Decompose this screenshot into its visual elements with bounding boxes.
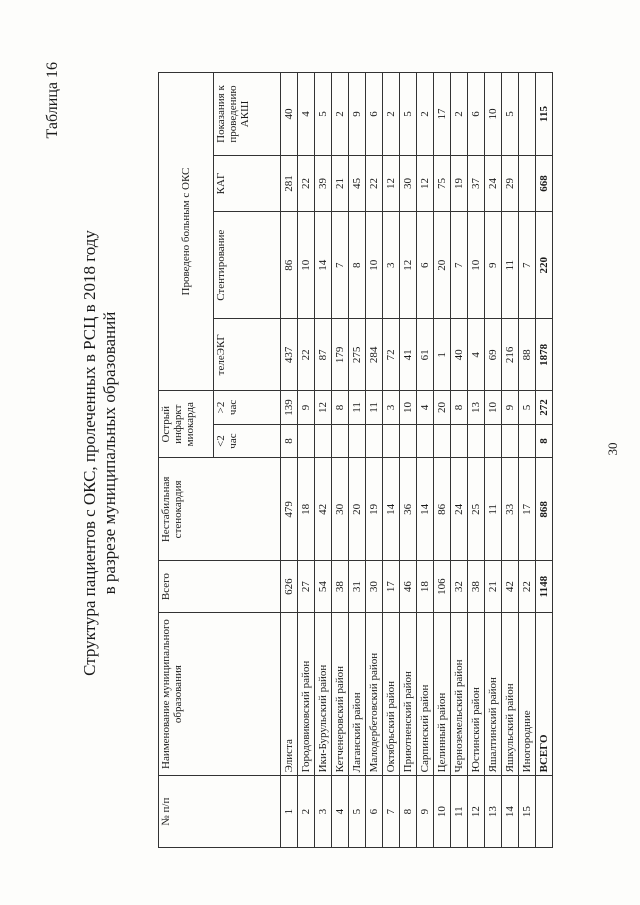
row-stenting: 14 [315, 211, 332, 319]
row-ami-gt2: 11 [366, 391, 383, 425]
row-unstable: 17 [519, 458, 536, 561]
table-row [468, 73, 485, 848]
row-aksh: 17 [434, 73, 451, 156]
row-number: 3 [315, 776, 332, 848]
row-total: 38 [468, 561, 485, 613]
row-total: 32 [451, 561, 468, 613]
row-number: 6 [366, 776, 383, 848]
row-kag: 668 [536, 156, 553, 212]
row-total: 30 [366, 561, 383, 613]
row-kag: 21 [332, 156, 349, 212]
row-ami-gt2: 11 [349, 391, 366, 425]
row-tele-ecg: 275 [349, 319, 366, 391]
row-total: 17 [383, 561, 400, 613]
row-unstable: 868 [536, 458, 553, 561]
row-tele-ecg: 87 [315, 319, 332, 391]
row-name: Лаганский район [349, 612, 366, 775]
row-aksh: 2 [332, 73, 349, 156]
row-total: 46 [400, 561, 417, 613]
row-number: 9 [417, 776, 434, 848]
row-ami-lt2 [502, 424, 519, 458]
row-stenting: 10 [468, 211, 485, 319]
header-ami-gt2: >2 час [214, 391, 281, 425]
header-stenting: Стентирование [214, 211, 281, 319]
row-kag [519, 156, 536, 212]
row-ami-lt2 [434, 424, 451, 458]
row-ami-gt2: 139 [281, 391, 298, 425]
row-kag: 37 [468, 156, 485, 212]
row-number: 12 [468, 776, 485, 848]
row-name: Приютненский район [400, 612, 417, 775]
row-ami-gt2: 8 [332, 391, 349, 425]
row-stenting: 7 [451, 211, 468, 319]
row-unstable: 14 [417, 458, 434, 561]
row-tele-ecg: 41 [400, 319, 417, 391]
row-number: 14 [502, 776, 519, 848]
row-ami-gt2: 5 [519, 391, 536, 425]
row-ami-lt2 [485, 424, 502, 458]
row-name: Октябрьский район [383, 612, 400, 775]
row-name: Целинный район [434, 612, 451, 775]
row-kag: 29 [502, 156, 519, 212]
row-ami-gt2: 272 [536, 391, 553, 425]
row-aksh: 2 [451, 73, 468, 156]
row-ami-gt2: 8 [451, 391, 468, 425]
row-total: 31 [349, 561, 366, 613]
oks-table [158, 72, 553, 848]
row-ami-lt2: 8 [281, 424, 298, 458]
row-tele-ecg: 69 [485, 319, 502, 391]
header-kag: КАГ [214, 156, 281, 212]
table-row [536, 73, 553, 848]
row-number: 1 [281, 776, 298, 848]
rotated-content [38, 58, 598, 848]
row-kag: 30 [400, 156, 417, 212]
row-kag: 39 [315, 156, 332, 212]
row-aksh: 6 [468, 73, 485, 156]
row-ami-gt2: 9 [298, 391, 315, 425]
row-kag: 45 [349, 156, 366, 212]
header-num: № п/п [159, 776, 281, 848]
row-unstable: 33 [502, 458, 519, 561]
table-row [451, 73, 468, 848]
row-name: Иногородние [519, 612, 536, 775]
row-unstable: 11 [485, 458, 502, 561]
header-ami-lt2: <2 час [214, 424, 281, 458]
row-kag: 19 [451, 156, 468, 212]
row-stenting: 11 [502, 211, 519, 319]
row-kag: 22 [366, 156, 383, 212]
table-row [519, 73, 536, 848]
row-name: Кетченеровский район [332, 612, 349, 775]
row-kag: 281 [281, 156, 298, 212]
row-aksh: 10 [485, 73, 502, 156]
row-aksh: 4 [298, 73, 315, 156]
row-name: Яшалтинский район [485, 612, 502, 775]
table-row [502, 73, 519, 848]
row-total: 1148 [536, 561, 553, 613]
title-line-2: в разрезе муниципальных образований [100, 311, 119, 595]
row-number: 7 [383, 776, 400, 848]
row-tele-ecg: 72 [383, 319, 400, 391]
row-unstable: 20 [349, 458, 366, 561]
row-number: 5 [349, 776, 366, 848]
row-kag: 24 [485, 156, 502, 212]
row-ami-lt2 [315, 424, 332, 458]
row-total: 18 [417, 561, 434, 613]
row-ami-lt2 [366, 424, 383, 458]
table-row [434, 73, 451, 848]
row-name: Малодербетовский район [366, 612, 383, 775]
row-name: Сарпинский район [417, 612, 434, 775]
row-stenting: 9 [485, 211, 502, 319]
row-number: 10 [434, 776, 451, 848]
row-kag: 12 [417, 156, 434, 212]
row-tele-ecg: 284 [366, 319, 383, 391]
row-aksh: 9 [349, 73, 366, 156]
row-ami-lt2: 8 [536, 424, 553, 458]
row-tele-ecg: 22 [298, 319, 315, 391]
row-unstable: 24 [451, 458, 468, 561]
row-unstable: 42 [315, 458, 332, 561]
row-number: 2 [298, 776, 315, 848]
row-stenting: 220 [536, 211, 553, 319]
table-row [383, 73, 400, 848]
row-tele-ecg: 61 [417, 319, 434, 391]
row-tele-ecg: 437 [281, 319, 298, 391]
row-ami-lt2 [298, 424, 315, 458]
row-stenting: 86 [281, 211, 298, 319]
header-aksh: Показания к проведению АКШ [214, 73, 281, 156]
table-row [485, 73, 502, 848]
row-stenting: 3 [383, 211, 400, 319]
row-name: Юстинский район [468, 612, 485, 775]
row-aksh: 5 [400, 73, 417, 156]
row-tele-ecg: 88 [519, 319, 536, 391]
row-stenting: 12 [400, 211, 417, 319]
table-row [332, 73, 349, 848]
row-total: 21 [485, 561, 502, 613]
row-total: 42 [502, 561, 519, 613]
table-row [366, 73, 383, 848]
row-ami-lt2 [400, 424, 417, 458]
table-row [281, 73, 298, 848]
row-stenting: 7 [332, 211, 349, 319]
row-name: Элиста [281, 612, 298, 775]
row-unstable: 19 [366, 458, 383, 561]
row-unstable: 25 [468, 458, 485, 561]
row-name: ВСЕГО [536, 612, 553, 775]
table-body [281, 73, 553, 848]
row-ami-lt2 [417, 424, 434, 458]
row-aksh: 2 [383, 73, 400, 156]
row-name: Ики-Бурульский район [315, 612, 332, 775]
row-stenting: 8 [349, 211, 366, 319]
page-number: 30 [605, 442, 620, 456]
title-line-1: Структура пациентов с ОКС, пролеченных в РСЦ в 2018 году [80, 230, 99, 676]
row-aksh: 40 [281, 73, 298, 156]
table-row [417, 73, 434, 848]
row-number: 11 [451, 776, 468, 848]
row-number [536, 776, 553, 848]
row-ami-lt2 [451, 424, 468, 458]
row-total: 54 [315, 561, 332, 613]
row-tele-ecg: 216 [502, 319, 519, 391]
table-title [80, 58, 120, 848]
row-tele-ecg: 179 [332, 319, 349, 391]
row-ami-gt2: 3 [383, 391, 400, 425]
row-tele-ecg: 1 [434, 319, 451, 391]
row-total: 626 [281, 561, 298, 613]
table-row [298, 73, 315, 848]
header-ami: Острый инфаркт миокарда [159, 391, 214, 458]
row-tele-ecg: 40 [451, 319, 468, 391]
row-ami-gt2: 13 [468, 391, 485, 425]
row-aksh: 115 [536, 73, 553, 156]
row-total: 38 [332, 561, 349, 613]
row-unstable: 479 [281, 458, 298, 561]
header-procedures: Проведено больным с ОКС [159, 73, 214, 391]
row-total: 27 [298, 561, 315, 613]
header-tele-ecg: телеЭКГ [214, 319, 281, 391]
row-ami-lt2 [468, 424, 485, 458]
row-ami-gt2: 20 [434, 391, 451, 425]
row-stenting: 6 [417, 211, 434, 319]
row-aksh: 6 [366, 73, 383, 156]
table-label: Таблица 16 [44, 62, 61, 139]
row-ami-lt2 [519, 424, 536, 458]
header-mo: Наименование муниципального образования [159, 612, 281, 775]
row-tele-ecg: 4 [468, 319, 485, 391]
table-row [400, 73, 417, 848]
row-name: Черноземельский район [451, 612, 468, 775]
row-aksh: 5 [315, 73, 332, 156]
row-ami-lt2 [349, 424, 366, 458]
row-unstable: 36 [400, 458, 417, 561]
row-ami-gt2: 10 [400, 391, 417, 425]
row-stenting: 20 [434, 211, 451, 319]
row-number: 13 [485, 776, 502, 848]
row-unstable: 18 [298, 458, 315, 561]
row-number: 15 [519, 776, 536, 848]
row-total: 22 [519, 561, 536, 613]
row-unstable: 30 [332, 458, 349, 561]
row-tele-ecg: 1878 [536, 319, 553, 391]
row-unstable: 86 [434, 458, 451, 561]
header-unstable: Нестабильная стенокардия [159, 458, 281, 561]
row-ami-lt2 [383, 424, 400, 458]
row-aksh: 5 [502, 73, 519, 156]
row-kag: 22 [298, 156, 315, 212]
row-kag: 12 [383, 156, 400, 212]
row-aksh: 2 [417, 73, 434, 156]
row-name: Яшкульский район [502, 612, 519, 775]
table-row [349, 73, 366, 848]
row-total: 106 [434, 561, 451, 613]
row-ami-gt2: 10 [485, 391, 502, 425]
row-ami-gt2: 9 [502, 391, 519, 425]
row-number: 4 [332, 776, 349, 848]
row-stenting: 10 [298, 211, 315, 319]
header-total: Всего [159, 561, 281, 613]
table-row [315, 73, 332, 848]
row-kag: 75 [434, 156, 451, 212]
row-unstable: 14 [383, 458, 400, 561]
row-name: Городовиковский район [298, 612, 315, 775]
row-number: 8 [400, 776, 417, 848]
row-stenting: 7 [519, 211, 536, 319]
row-stenting: 10 [366, 211, 383, 319]
row-aksh [519, 73, 536, 156]
row-ami-gt2: 4 [417, 391, 434, 425]
row-ami-lt2 [332, 424, 349, 458]
row-ami-gt2: 12 [315, 391, 332, 425]
